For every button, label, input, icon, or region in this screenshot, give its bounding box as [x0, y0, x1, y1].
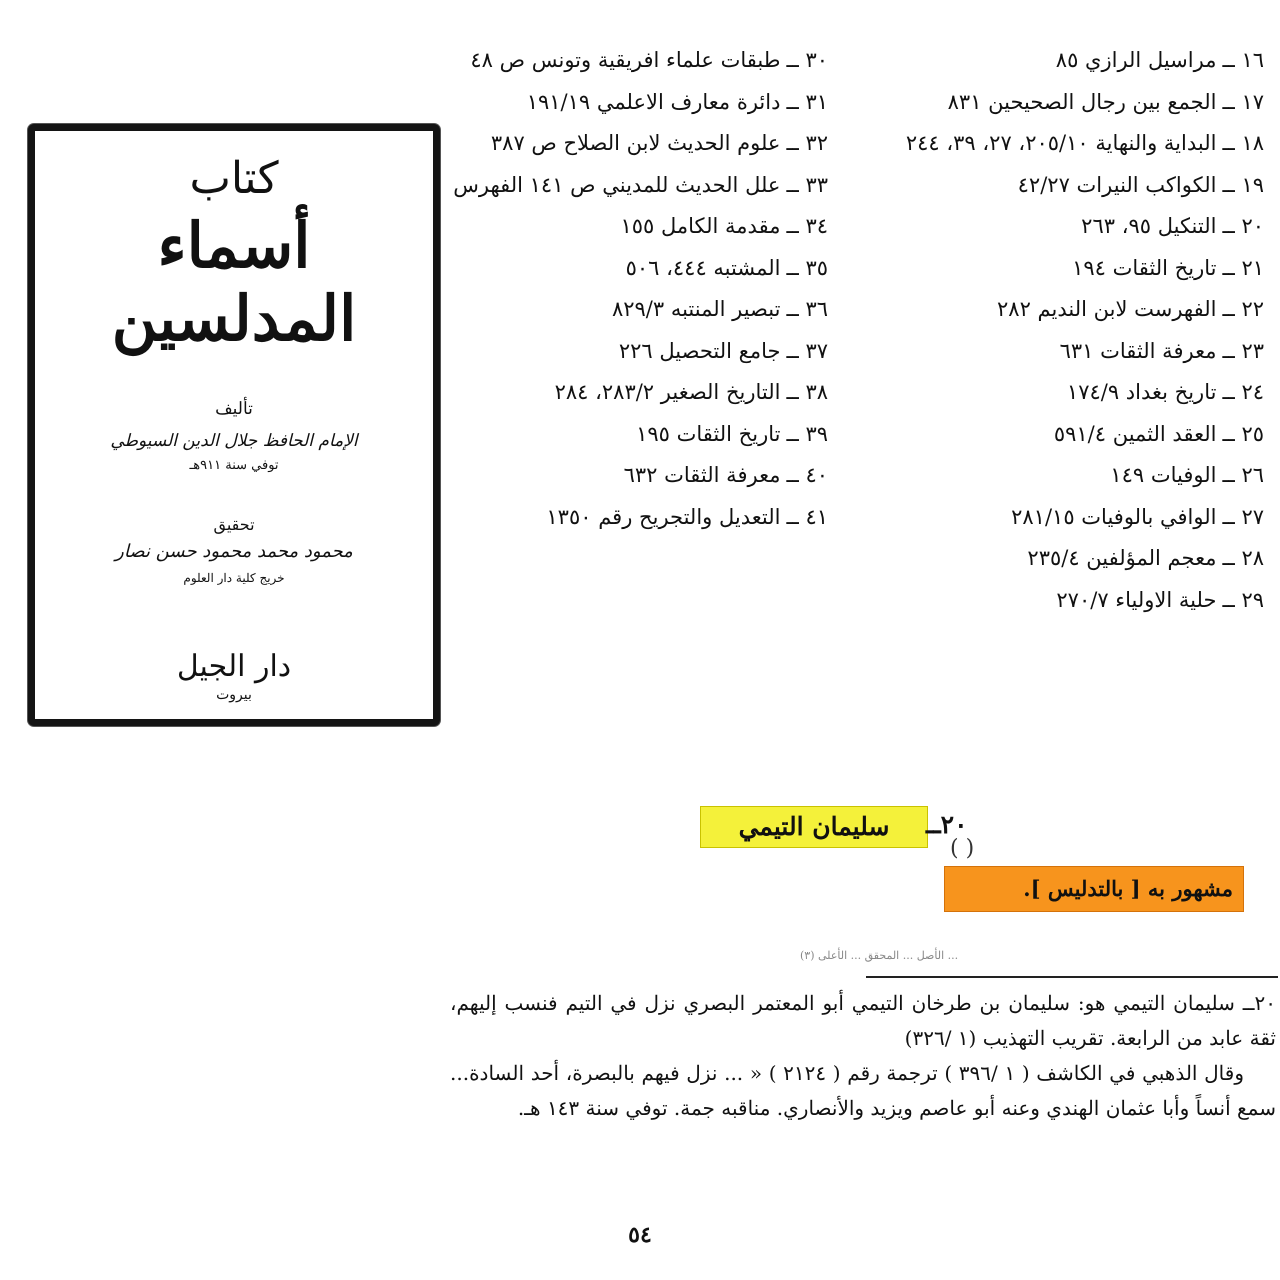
reference-number: ٣٤ ــ	[786, 214, 828, 238]
reference-number: ٤٠ ــ	[786, 463, 828, 487]
reference-item	[864, 497, 1264, 539]
cover-publisher: دار الجيل	[176, 649, 292, 684]
reference-item	[452, 123, 828, 165]
entry-note: مشهور به [ بالتدليس ].	[1023, 876, 1233, 901]
references-right-column	[864, 40, 1264, 621]
reference-number: ٣٦ ــ	[786, 297, 828, 321]
reference-text: دائرة معارف الاعلمي ١٩١/١٩	[526, 89, 781, 114]
reference-text: التنكيل ٩٥، ٢٦٣	[1081, 214, 1217, 238]
reference-number: ١٩ ــ	[1222, 172, 1264, 197]
reference-text: الوافي بالوفيات ٢٨١/١٥	[1011, 504, 1217, 529]
footnote	[450, 986, 1276, 1126]
cover-title: أسماء المدلسين	[111, 209, 357, 355]
reference-text: مراسيل الرازي ٨٥	[1055, 48, 1217, 72]
reference-text: العقد الثمين ٥٩١/٤	[1053, 421, 1217, 446]
reference-number: ٢١ ــ	[1222, 255, 1264, 280]
reference-number: ٢٤ ــ	[1222, 380, 1264, 404]
reference-number: ٣٨ ــ	[786, 380, 828, 404]
reference-item	[864, 123, 1264, 165]
cover-died: توفي سنة ٩١١هـ	[189, 458, 279, 473]
reference-item	[452, 331, 828, 373]
reference-text: مقدمة الكامل ١٥٥	[620, 214, 781, 238]
reference-item	[452, 289, 828, 331]
references-left-column	[452, 40, 828, 538]
faint-text-line: (٣) الأصل ... المحقق ... الأعلى ...	[800, 949, 959, 962]
reference-item	[864, 372, 1264, 414]
reference-number: ٢٥ ــ	[1222, 421, 1264, 446]
reference-number: ٣٣ ــ	[786, 172, 828, 197]
cover-editor-note: خريج كلية دار العلوم	[183, 571, 285, 585]
reference-item	[864, 414, 1264, 456]
reference-number: ٢٧ ــ	[1222, 504, 1264, 529]
reference-number: ٣٧ ــ	[786, 338, 828, 363]
reference-text: الفهرست لابن النديم ٢٨٢	[997, 297, 1217, 321]
reference-item	[452, 372, 828, 414]
entry-name-highlight	[700, 806, 928, 848]
reference-text: حلية الاولياء ٢٧٠/٧	[1056, 587, 1217, 612]
entry-parenthesis: ( )	[950, 836, 975, 861]
reference-text: تبصير المنتبه ٨٢٩/٣	[611, 297, 781, 321]
reference-text: تاريخ الثقات ١٩٤	[1072, 255, 1217, 280]
footnote-paragraph-2: وقال الذهبي في الكاشف ( ١ /٣٩٦ ) ترجمة رقم ( ٢١٢٤ ) « ... نزل فيهم بالبصرة، أحد السادة... سمع أنساً وأبا عثمان الهندي وعنه أبو عاصم ويزيد والأنصاري. مناقبه جمة. توفي سنة ١٤٣ هـ.	[450, 1061, 1276, 1120]
reference-text: معجم المؤلفين ٢٣٥/٤	[1027, 546, 1217, 570]
entry-name: سليمان التيمي	[738, 812, 890, 841]
reference-text: التعديل والتجريح رقم ١٣٥٠	[546, 504, 781, 529]
reference-item	[864, 248, 1264, 290]
reference-number: ١٦ ــ	[1222, 48, 1264, 72]
reference-number: ١٨ ــ	[1222, 131, 1264, 155]
reference-number: ٤١ ــ	[786, 504, 828, 529]
reference-number: ٢٦ ــ	[1222, 463, 1264, 487]
reference-item	[864, 165, 1264, 207]
reference-item	[452, 206, 828, 248]
reference-item	[452, 497, 828, 539]
reference-text: تاريخ بغداد ١٧٤/٩	[1066, 380, 1217, 404]
reference-item	[452, 82, 828, 124]
reference-number: ٣٠ ــ	[786, 48, 828, 72]
reference-item	[864, 40, 1264, 82]
reference-number: ٣٢ ــ	[786, 131, 828, 155]
reference-item	[452, 248, 828, 290]
entry-number: ٢٠ــ	[926, 810, 968, 839]
footnote-divider	[866, 976, 1278, 978]
reference-text: الوفيات ١٤٩	[1110, 463, 1217, 487]
cover-city: بيروت	[216, 687, 252, 703]
page-number: ٥٤	[628, 1222, 652, 1248]
reference-number: ٢٨ ــ	[1222, 546, 1264, 570]
reference-number: ٢٠ ــ	[1222, 214, 1264, 238]
reference-text: التاريخ الصغير ٢٨٣/٢، ٢٨٤	[554, 380, 781, 404]
reference-number: ٣٩ ــ	[786, 421, 828, 446]
reference-text: علل الحديث للمديني ص ١٤١ الفهرس	[453, 172, 781, 197]
reference-item	[864, 331, 1264, 373]
reference-text: معرفة الثقات ٦٣١	[1059, 338, 1217, 363]
book-cover-image	[28, 124, 440, 726]
reference-item	[864, 580, 1264, 622]
reference-number: ٢٣ ــ	[1222, 338, 1264, 363]
reference-item	[452, 165, 828, 207]
reference-number: ٣٥ ــ	[786, 255, 828, 280]
reference-item	[864, 206, 1264, 248]
reference-item	[452, 414, 828, 456]
reference-text: الكواكب النيرات ٤٢/٢٧	[1017, 172, 1217, 197]
reference-number: ١٧ ــ	[1222, 89, 1264, 114]
reference-text: المشتبه ٤٤٤، ٥٠٦	[625, 255, 781, 280]
reference-item	[864, 289, 1264, 331]
reference-number: ٢٢ ــ	[1222, 297, 1264, 321]
cover-author: الإمام الحافظ جلال الدين السيوطي	[110, 431, 358, 451]
reference-text: علوم الحديث لابن الصلاح ص ٣٨٧	[490, 131, 781, 155]
cover-editor: محمود محمد محمود حسن نصار	[115, 541, 353, 562]
cover-edited-label: تحقيق	[213, 515, 255, 534]
footnote-paragraph-1: ٢٠ــ سليمان التيمي هو: سليمان بن طرخان التيمي أبو المعتمر البصري نزل في التيم فنسب إليهم، ثقة عابد من الرابعة. تقريب التهذيب (١ /٣٢٦)	[450, 991, 1276, 1050]
entry-note-highlight	[944, 866, 1244, 912]
reference-text: البداية والنهاية ٢٠٥/١٠، ٢٧، ٣٩، ٢٤٤	[905, 131, 1217, 155]
reference-text: جامع التحصيل ٢٢٦	[618, 338, 781, 363]
reference-item	[452, 40, 828, 82]
reference-number: ٢٩ ــ	[1222, 587, 1264, 612]
reference-text: تاريخ الثقات ١٩٥	[636, 421, 781, 446]
cover-authored-label: تأليف	[215, 399, 253, 419]
reference-item	[452, 455, 828, 497]
reference-item	[864, 455, 1264, 497]
cover-word: كتاب	[189, 153, 279, 204]
reference-item	[864, 82, 1264, 124]
reference-text: الجمع بين رجال الصحيحين ٨٣١	[947, 89, 1217, 114]
reference-text: معرفة الثقات ٦٣٢	[623, 463, 781, 487]
reference-text: طبقات علماء افريقية وتونس ص ٤٨	[470, 48, 781, 72]
reference-item	[864, 538, 1264, 580]
reference-number: ٣١ ــ	[786, 89, 828, 114]
